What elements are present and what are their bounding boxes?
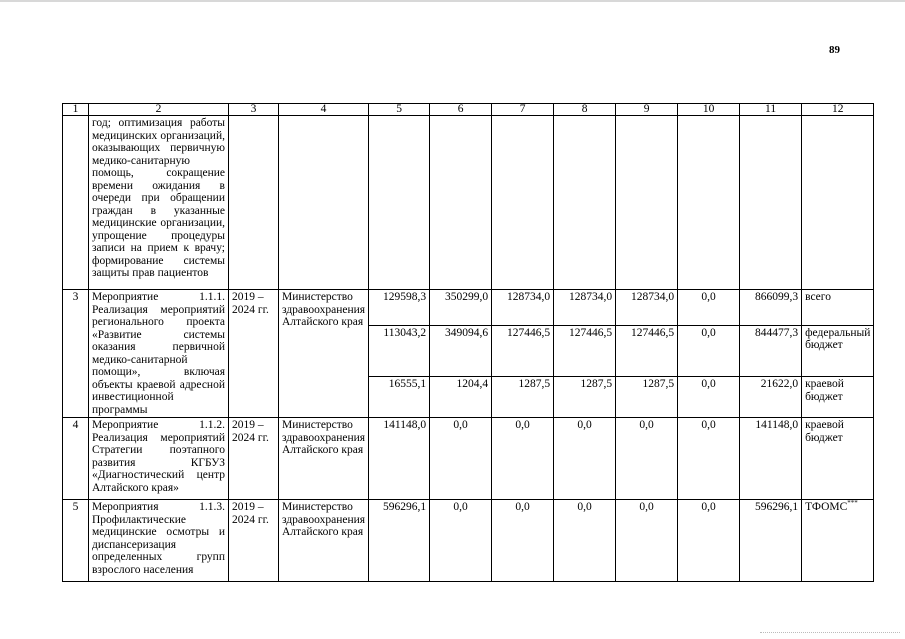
- header-cell: 1: [63, 104, 89, 116]
- footnote-mark: ***: [847, 499, 858, 508]
- value-cell: 1287,5: [616, 377, 678, 418]
- value-cell: 0,0: [554, 500, 616, 582]
- value-cell: 127446,5: [616, 325, 678, 376]
- row-number: 5: [63, 500, 89, 582]
- value-cell: 1287,5: [492, 377, 554, 418]
- continuation-text: год; оптимизация работы медицинских организаций, оказывающих первичную медико-санитарную помощь, сокращение времени ожидания в очереди при обращении граждан в указанные медицинские организации, упрощение процедуры записи на прием к врачу; формирование системы защиты прав пациентов: [89, 116, 229, 290]
- value-cell: 0,0: [678, 325, 740, 376]
- funding-source: краевой бюджет: [802, 377, 874, 418]
- funding-source-label: ТФОМС: [805, 501, 848, 513]
- value-cell: 350299,0: [430, 290, 492, 326]
- header-cell: 9: [616, 104, 678, 116]
- table-row: [63, 500, 874, 582]
- value-cell: 0,0: [678, 377, 740, 418]
- value-cell: 0,0: [554, 418, 616, 500]
- header-cell: 10: [678, 104, 740, 116]
- measure-name: Мероприятия 1.1.3. Профилактические медицинские осмотры и диспансеризация определенных групп взрослого населения: [89, 500, 229, 582]
- value-cell: 866099,3: [740, 290, 802, 326]
- header-cell: 4: [279, 104, 369, 116]
- value-cell: 1287,5: [554, 377, 616, 418]
- header-row: [63, 104, 874, 116]
- value-cell: 596296,1: [740, 500, 802, 582]
- value-cell: 0,0: [678, 418, 740, 500]
- period: 2019 – 2024 гг.: [229, 418, 279, 500]
- table-row: [63, 418, 874, 500]
- value-cell: 0,0: [430, 418, 492, 500]
- funding-source: [802, 500, 874, 582]
- value-cell: 127446,5: [554, 325, 616, 376]
- value-cell: 128734,0: [492, 290, 554, 326]
- value-cell: 141148,0: [740, 418, 802, 500]
- value-cell: 1204,4: [430, 377, 492, 418]
- value-cell: 21622,0: [740, 377, 802, 418]
- value-cell: 0,0: [678, 500, 740, 582]
- funding-source: краевой бюджет: [802, 418, 874, 500]
- value-cell: 141148,0: [369, 418, 430, 500]
- value-cell: 128734,0: [616, 290, 678, 326]
- header-cell: 8: [554, 104, 616, 116]
- period: 2019 – 2024 гг.: [229, 500, 279, 582]
- value-cell: 844477,3: [740, 325, 802, 376]
- funding-source: всего: [802, 290, 874, 326]
- value-cell: 128734,0: [554, 290, 616, 326]
- executor: Министерство здравоохранения Алтайского края: [279, 290, 369, 418]
- value-cell: 0,0: [430, 500, 492, 582]
- value-cell: 0,0: [616, 418, 678, 500]
- scan-bottom-edge: [760, 632, 900, 633]
- header-cell: 3: [229, 104, 279, 116]
- period: 2019 – 2024 гг.: [229, 290, 279, 418]
- value-cell: 0,0: [492, 500, 554, 582]
- value-cell: 16555,1: [369, 377, 430, 418]
- continuation-row: [63, 116, 874, 290]
- value-cell: 113043,2: [369, 325, 430, 376]
- measure-name: Мероприятие 1.1.1. Реализация мероприятий регионального проекта «Развитие системы оказания первичной медико-санитарной помощи», включая объекты краевой адресной инвестиционной программы: [89, 290, 229, 418]
- value-cell: 129598,3: [369, 290, 430, 326]
- header-cell: 2: [89, 104, 229, 116]
- scan-top-edge: [0, 0, 905, 2]
- row-number: 4: [63, 418, 89, 500]
- executor: Министерство здравоохранения Алтайского края: [279, 500, 369, 582]
- executor: Министерство здравоохранения Алтайского края: [279, 418, 369, 500]
- value-cell: 0,0: [492, 418, 554, 500]
- value-cell: 0,0: [616, 500, 678, 582]
- header-cell: 5: [369, 104, 430, 116]
- funding-table: [62, 103, 874, 582]
- header-cell: 12: [802, 104, 874, 116]
- header-cell: 6: [430, 104, 492, 116]
- value-cell: 596296,1: [369, 500, 430, 582]
- page-number: 89: [829, 44, 840, 56]
- measure-name: Мероприятие 1.1.2. Реализация мероприятий Стратегии поэтапного развития КГБУЗ «Диагностический центр Алтайского края»: [89, 418, 229, 500]
- value-cell: 0,0: [678, 290, 740, 326]
- table-row: [63, 290, 874, 326]
- header-cell: 11: [740, 104, 802, 116]
- value-cell: 349094,6: [430, 325, 492, 376]
- funding-source: федеральный бюджет: [802, 325, 874, 376]
- row-number: 3: [63, 290, 89, 418]
- value-cell: 127446,5: [492, 325, 554, 376]
- header-cell: 7: [492, 104, 554, 116]
